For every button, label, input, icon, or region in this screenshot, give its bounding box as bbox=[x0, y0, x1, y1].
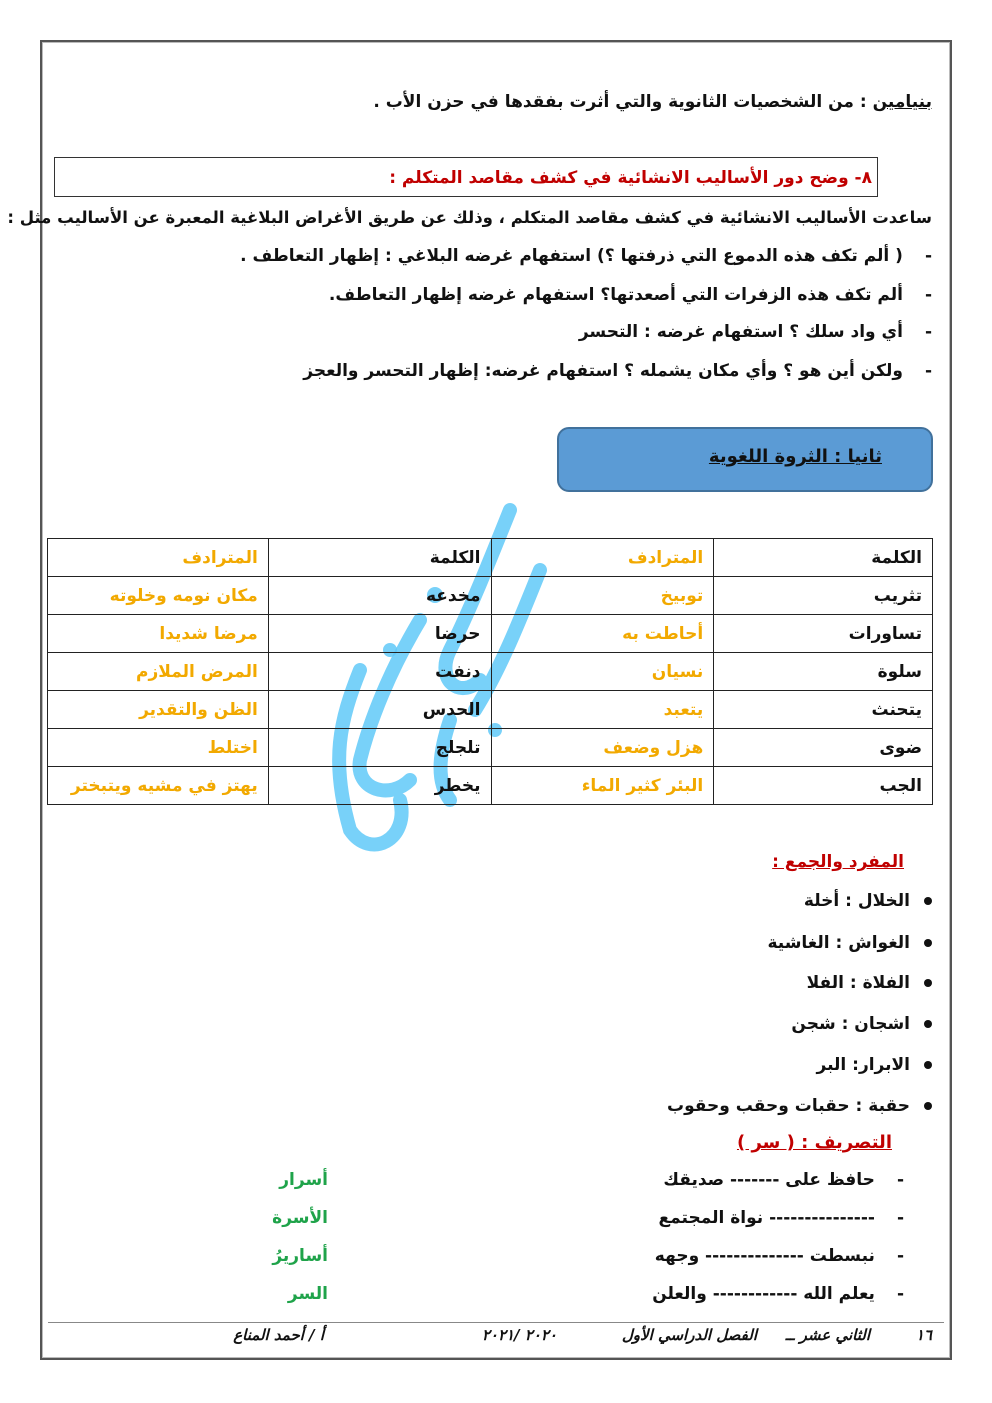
list-item-text: الخلال : أخلة bbox=[803, 891, 910, 911]
synonym-cell: مرضا شديدا bbox=[48, 615, 269, 653]
word-cell: ضوى bbox=[714, 729, 933, 767]
list-item-text: ( ألم تكف هذه الدموع التي ذرفتها ؟) استفهام غرضه البلاغي : إظهار التعاطف . bbox=[240, 246, 903, 266]
conjugation-title: التصريف : ( سر ) bbox=[736, 1132, 892, 1153]
footer-divider bbox=[48, 1322, 944, 1323]
footer-semester: الفصل الدراسي الأول bbox=[621, 1326, 757, 1344]
conjugation-row: ---------------- نواة المجتمع bbox=[658, 1208, 904, 1228]
list-item: -أي واد سلك ؟ استفهام غرضه : التحسر bbox=[578, 322, 932, 342]
list-item bbox=[767, 933, 932, 953]
question8-title: ٨- وضح دور الأساليب الانشائية في كشف مقاصد المتكلم : bbox=[389, 168, 872, 188]
footer-year: ٢٠٢٠ /٢٠٢١ bbox=[481, 1326, 557, 1344]
list-item: -ولكن أين هو ؟ وأي مكان يشمله ؟ استفهام غرضه: إظهار التحسر والعجز bbox=[303, 361, 932, 381]
top-line bbox=[373, 92, 932, 112]
header-synonym: المترادف bbox=[48, 539, 269, 577]
table-row bbox=[48, 577, 933, 615]
list-item-text: حقبة : حقبات وحقب وحقوب bbox=[667, 1096, 910, 1116]
table-row bbox=[48, 729, 933, 767]
conjugation-answer: الأسرة bbox=[272, 1208, 328, 1228]
word-cell: تساورات bbox=[714, 615, 933, 653]
synonym-cell: اختلط bbox=[48, 729, 269, 767]
list-item bbox=[804, 891, 932, 911]
synonym-cell: يتعبد bbox=[491, 691, 714, 729]
section2-title: ثانيا : الثروة اللغوية bbox=[708, 446, 882, 467]
conjugation-answer: أسرار bbox=[279, 1170, 328, 1190]
word-cell: الجب bbox=[714, 767, 933, 805]
footer-page-number: ١٦ bbox=[915, 1326, 932, 1344]
word-cell: سلوة bbox=[714, 653, 933, 691]
list-item bbox=[807, 973, 932, 993]
list-item: -ألم تكف هذه الزفرات التي أصعدتها؟ استفهام غرضه إظهار التعاطف. bbox=[328, 285, 932, 305]
synonym-cell: الظن والتقدير bbox=[48, 691, 269, 729]
list-item bbox=[791, 1014, 932, 1034]
synonym-cell: نسيان bbox=[491, 653, 714, 691]
word-cell: يتحنث bbox=[714, 691, 933, 729]
synonym-cell: هزل وضعف bbox=[491, 729, 714, 767]
table-row bbox=[48, 615, 933, 653]
conjugation-sentence: يعلم الله ------------ والعلن bbox=[652, 1284, 875, 1304]
list-item-text: ولكن أين هو ؟ وأي مكان يشمله ؟ استفهام غرضه: إظهار التحسر والعجز bbox=[303, 361, 903, 381]
word-cell: حرضا bbox=[268, 615, 491, 653]
synonym-cell: المرض الملازم bbox=[48, 653, 269, 691]
top-line-text: : من الشخصيات الثانوية والتي أثرت بفقدها في حزن الأب . bbox=[373, 92, 867, 112]
question8-intro: ساعدت الأساليب الانشائية في كشف مقاصد المتكلم ، وذلك عن طريق الأغراض البلاغية المعبرة عن الأساليب مثل : bbox=[7, 208, 932, 227]
vocab-table bbox=[47, 538, 933, 805]
list-item-text: اشجان : شجن bbox=[791, 1014, 910, 1034]
bullet-icon bbox=[924, 1020, 932, 1028]
table-row bbox=[48, 767, 933, 805]
synonym-cell: البئر كثير الماء bbox=[491, 767, 714, 805]
conjugation-row: -يعلم الله ------------ والعلن bbox=[652, 1284, 904, 1304]
bullet-icon bbox=[924, 1102, 932, 1110]
table-header-row bbox=[48, 539, 933, 577]
footer-grade: الثاني عشر ــ bbox=[785, 1326, 870, 1344]
bullet-icon bbox=[924, 897, 932, 905]
singular-plural-title: المفرد والجمع : bbox=[772, 852, 904, 872]
conjugation-answer: أساريرُ bbox=[272, 1246, 328, 1266]
conjugation-sentence: حافظ على ------- صديقك bbox=[663, 1170, 875, 1190]
synonym-cell: يهتز في مشيه ويتبختر bbox=[48, 767, 269, 805]
synonym-cell: أحاطت به bbox=[491, 615, 714, 653]
conjugation-answer: السر bbox=[287, 1284, 328, 1304]
conjugation-row: -حافظ على ------- صديقك bbox=[663, 1170, 904, 1190]
conjugation-sentence: نبسطت -------------- وجهه bbox=[654, 1246, 875, 1266]
word-cell: دنفت bbox=[268, 653, 491, 691]
top-line-label: بنيامين bbox=[872, 92, 932, 112]
list-item-text: أي واد سلك ؟ استفهام غرضه : التحسر bbox=[578, 322, 903, 342]
word-cell: الحدس bbox=[268, 691, 491, 729]
bullet-icon bbox=[924, 979, 932, 987]
list-item-text: الفلاة : الفلا bbox=[806, 973, 910, 993]
table-row bbox=[48, 653, 933, 691]
synonym-cell: توبيخ bbox=[491, 577, 714, 615]
conjugation-row: -نبسطت -------------- وجهه bbox=[654, 1246, 904, 1266]
list-item-text: ألم تكف هذه الزفرات التي أصعدتها؟ استفهام غرضه إظهار التعاطف. bbox=[328, 285, 903, 305]
list-item bbox=[817, 1055, 933, 1075]
footer-author: أ / أحمد المناع bbox=[233, 1326, 324, 1344]
table-row bbox=[48, 691, 933, 729]
list-item-text: الابرار: البر bbox=[816, 1055, 910, 1075]
word-cell: مخدعه bbox=[268, 577, 491, 615]
list-item bbox=[667, 1096, 932, 1116]
header-word: الكلمة bbox=[714, 539, 933, 577]
header-word: الكلمة bbox=[268, 539, 491, 577]
conjugation-sentence: --------------- نواة المجتمع bbox=[658, 1208, 875, 1228]
word-cell: تلجلج bbox=[268, 729, 491, 767]
bullet-icon bbox=[924, 1061, 932, 1069]
header-synonym: المترادف bbox=[491, 539, 714, 577]
list-item: -( ألم تكف هذه الدموع التي ذرفتها ؟) استفهام غرضه البلاغي : إظهار التعاطف . bbox=[240, 246, 932, 266]
word-cell: يخطر bbox=[268, 767, 491, 805]
word-cell: تثريب bbox=[714, 577, 933, 615]
bullet-icon bbox=[924, 939, 932, 947]
synonym-cell: مكان نومه وخلوته bbox=[48, 577, 269, 615]
list-item-text: الغواش : الغاشية bbox=[767, 933, 910, 953]
